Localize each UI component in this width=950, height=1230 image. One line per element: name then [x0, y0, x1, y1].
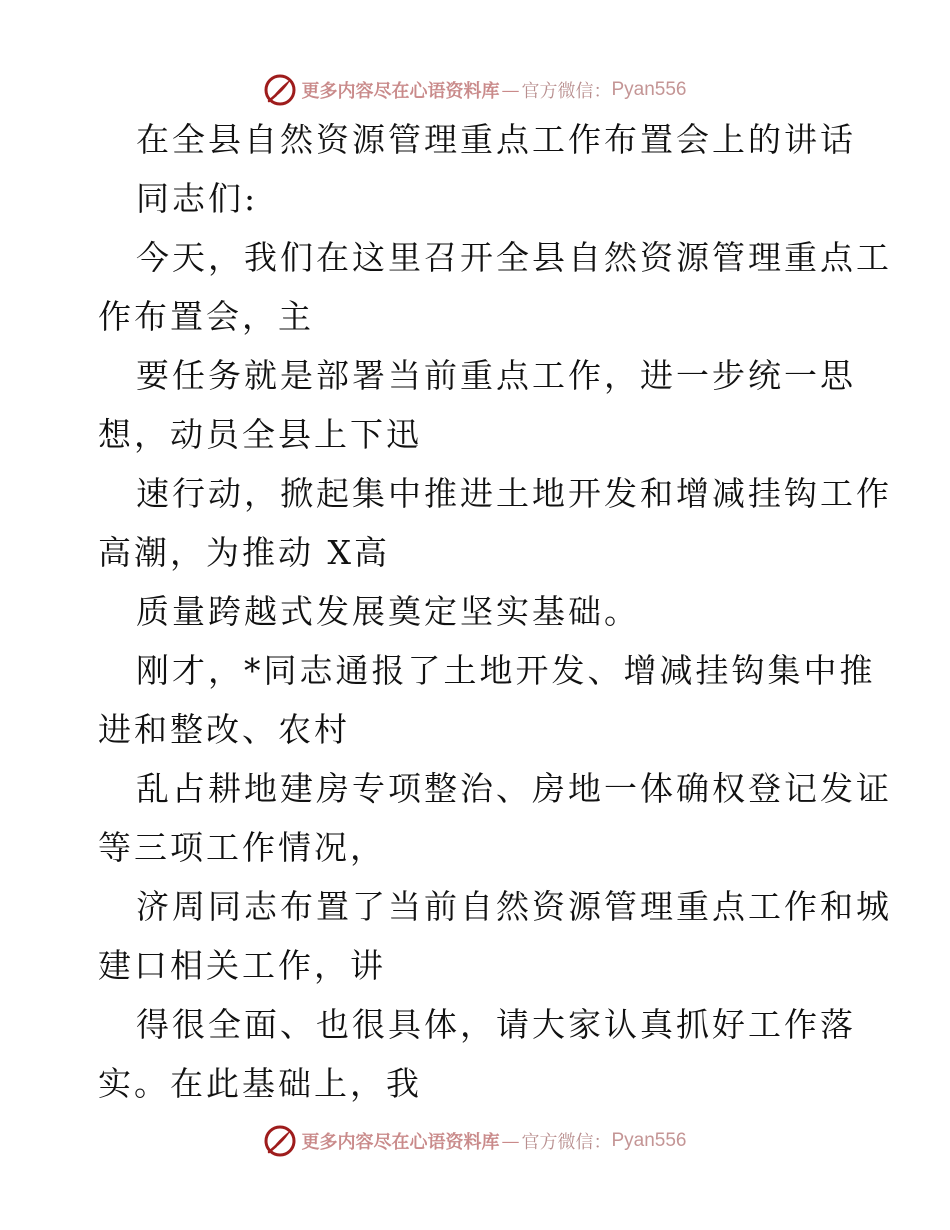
header-watermark: [0, 70, 950, 110]
watermark-wechat-label: 官方微信：: [521, 1132, 612, 1153]
text-line: 实。在此基础上，我: [98, 1064, 422, 1103]
text-line: 高潮，为推动 X高: [98, 533, 390, 572]
document-title: 在全县自然资源管理重点工作布置会上的讲话: [136, 120, 856, 159]
text-line: 乱占耕地建房专项整治、房地一体确权登记发证: [136, 769, 892, 808]
text-line: 进和整改、农村: [98, 710, 350, 749]
text-line: 济周同志布置了当前自然资源管理重点工作和城: [136, 887, 892, 926]
text-line: 今天，我们在这里召开全县自然资源管理重点工: [136, 238, 892, 277]
watermark-wechat-label: 官方微信：: [521, 81, 612, 102]
footer-watermark: [0, 1121, 950, 1161]
text-line: 质量跨越式发展奠定坚实基础。: [136, 592, 640, 631]
text-line: 要任务就是部署当前重点工作，进一步统一思: [136, 356, 856, 395]
watermark-wechat-id: Pyan556: [611, 1130, 687, 1151]
watermark-brand-text: 更多内容尽在心语资料库: [301, 81, 500, 102]
watermark-dash: —: [501, 79, 520, 101]
text-line: 建口相关工作，讲: [98, 946, 386, 985]
watermark-wechat-id: Pyan556: [611, 79, 687, 100]
text-line: 得很全面、也很具体，请大家认真抓好工作落: [136, 1005, 856, 1044]
text-line: 作布置会，主: [98, 297, 314, 336]
text-line: 想，动员全县上下迅: [98, 415, 422, 454]
feather-pen-logo-icon: [263, 73, 297, 107]
text-line: 刚才，*同志通报了土地开发、增减挂钩集中推: [136, 651, 876, 690]
text-line: 等三项工作情况，: [98, 828, 386, 867]
feather-pen-logo-icon: [263, 1124, 297, 1158]
watermark-brand-text: 更多内容尽在心语资料库: [301, 1132, 500, 1153]
watermark-dash: —: [501, 1130, 520, 1152]
text-line: 同志们:: [136, 179, 259, 218]
text-line: 速行动，掀起集中推进土地开发和增减挂钩工作: [136, 474, 892, 513]
